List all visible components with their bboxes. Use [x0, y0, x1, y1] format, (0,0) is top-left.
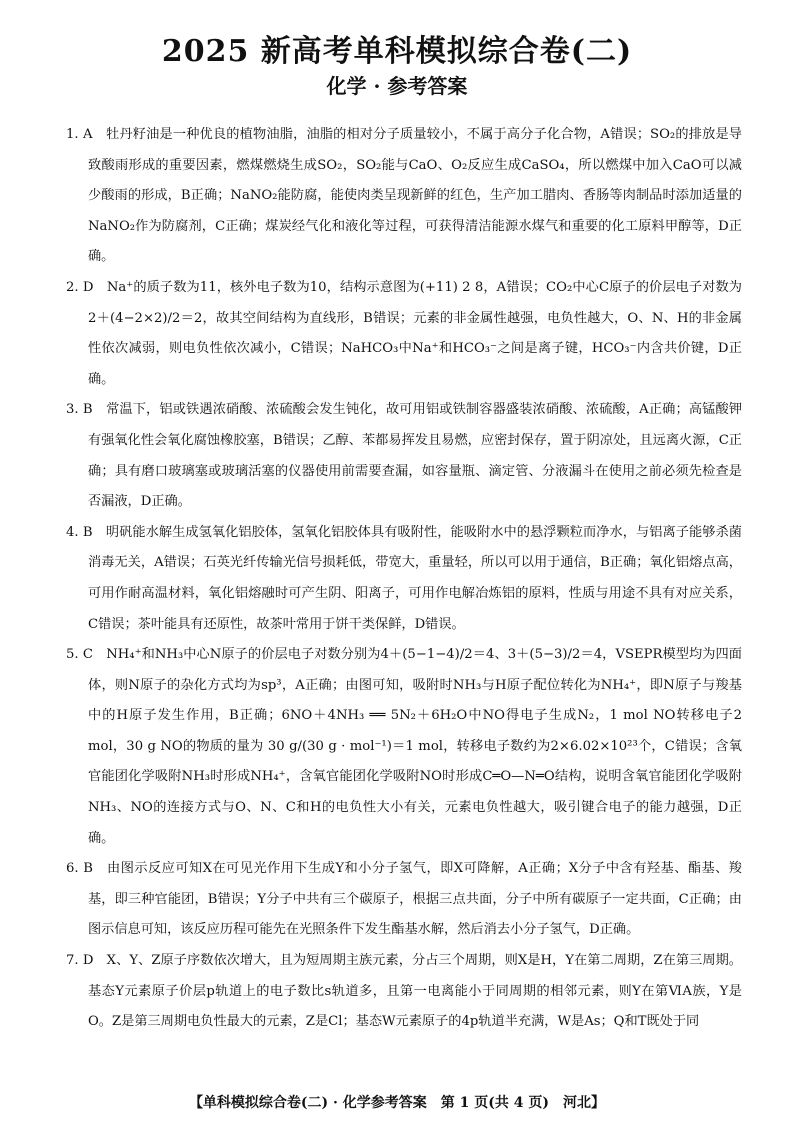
answer-item-1: 1. A 牡丹籽油是一种优良的植物油脂，油脂的相对分子质量较小，不属于高分子化合物，A错误；SO₂的排放是导致酸雨形成的重要因素，燃煤燃烧生成SO₂，SO₂能与CaO、O₂反应生成CaSO₄，所以燃煤中加入CaO可以减少酸雨的形成，B正确；NaNO₂能防腐，能使肉类呈现新鲜的红色，生产加工腊肉、香肠等肉制品时添加适量的NaNO₂作为防腐剂，C正确；煤炭经气化和液化等过程，可获得清洁能源水煤气和重要的化工原料甲醇等，D正确。	[66, 127, 742, 265]
answer-item-5: 5. C NH₄⁺和NH₃中心N原子的价层电子对数分别为4＋(5−1−4)/2＝4、3＋(5−3)/2＝4，VSEPR模型均为四面体，则N原子的杂化方式均为sp³，A正确；由图可知，吸附时NH₃与H原子配位转化为NH₄⁺，即N原子与羧基中的H原子发生作用，B正确；6NO＋4NH₃ ══ 5N₂＋6H₂O中NO得电子生成N₂，1 mol NO转移电子2 mol，30 g NO的物质的量为 30 g/(30 g · mol⁻¹)＝1 mol，转移电子数约为2×6.02×10²³个，C错误；含氧官能团化学吸附NH₃时形成NH₄⁺，含氧官能团化学吸附NO时形成C═O—N═O结构，说明含氧官能团化学吸附NH₃、NO的连接方式与O、N、C和H的电负性大小有关，元素电负性越大，吸引键合电子的能力越强，D正确。	[66, 647, 742, 846]
page-subtitle: 化学 · 参考答案	[326, 74, 468, 98]
answer-item-7: 7. D X、Y、Z原子序数依次增大，且为短周期主族元素，分占三个周期，则X是H，Y在第二周期，Z在第三周期。基态Y元素原子价层p轨道上的电子数比s轨道多，且第一电离能小于同周期的相邻元素，则Y在第ⅥA族，Y是O。Z是第三周期电负性最大的元素，Z是Cl；基态W元素原子的4p轨道半充满，W是As；Q和T既处于同	[66, 953, 742, 1030]
page-footer: 【单科模拟综合卷(二) · 化学参考答案 第 1 页(共 4 页) 河北】	[188, 1095, 606, 1111]
answer-item-2: 2. D Na⁺的质子数为11，核外电子数为10，结构示意图为(+11) 2 8，A错误；CO₂中心C原子的价层电子对数为2＋(4−2×2)/2＝2，故其空间结构为直线形，B错误；元素的非金属性越强，电负性越大，O、N、H的非金属性依次减弱，则电负性依次减小，C错误；NaHCO₃中Na⁺和HCO₃⁻之间是离子键，HCO₃⁻内含共价键，D正确。	[66, 279, 742, 387]
answer-item-4: 4. B 明矾能水解生成氢氧化铝胶体，氢氧化铝胶体具有吸附性，能吸附水中的悬浮颗粒而净水，与铝离子能够杀菌消毒无关，A错误；石英光纤传输光信号损耗低，带宽大，重量轻，所以可以用于通信，B正确；氧化铝熔点高，可用作耐高温材料，氧化铝熔融时可产生阴、阳离子，可用作电解冶炼铝的原料，性质与用途不具有对应关系，C错误；茶叶能具有还原性，故茶叶常用于饼干类保鲜，D错误。	[66, 524, 742, 632]
answer-item-6: 6. B 由图示反应可知X在可见光作用下生成Y和小分子氢气，即X可降解，A正确；X分子中含有羟基、酯基、羧基，即三种官能团，B错误；Y分子中共有三个碳原子，根据三点共面，分子中所有碳原子一定共面，C正确；由图示信息可知，该反应历程可能先在光照条件下发生酯基水解，然后消去小分子氢气，D正确。	[66, 861, 742, 938]
answers-content	[66, 120, 742, 1038]
page-title: 2025 新高考单科模拟综合卷(二)	[161, 34, 633, 69]
answer-item-3: 3. B 常温下，铝或铁遇浓硝酸、浓硫酸会发生钝化，故可用铝或铁制容器盛装浓硝酸、浓硫酸，A正确；高锰酸钾有强氧化性会氧化腐蚀橡胶塞，B错误；乙醇、苯都易挥发且易燃，应密封保存，置于阴凉处，且远离火源，C正确；具有磨口玻璃塞或玻璃活塞的仪器使用前需要查漏，如容量瓶、滴定管、分液漏斗在使用之前必须先检查是否漏液，D正确。	[66, 402, 742, 510]
